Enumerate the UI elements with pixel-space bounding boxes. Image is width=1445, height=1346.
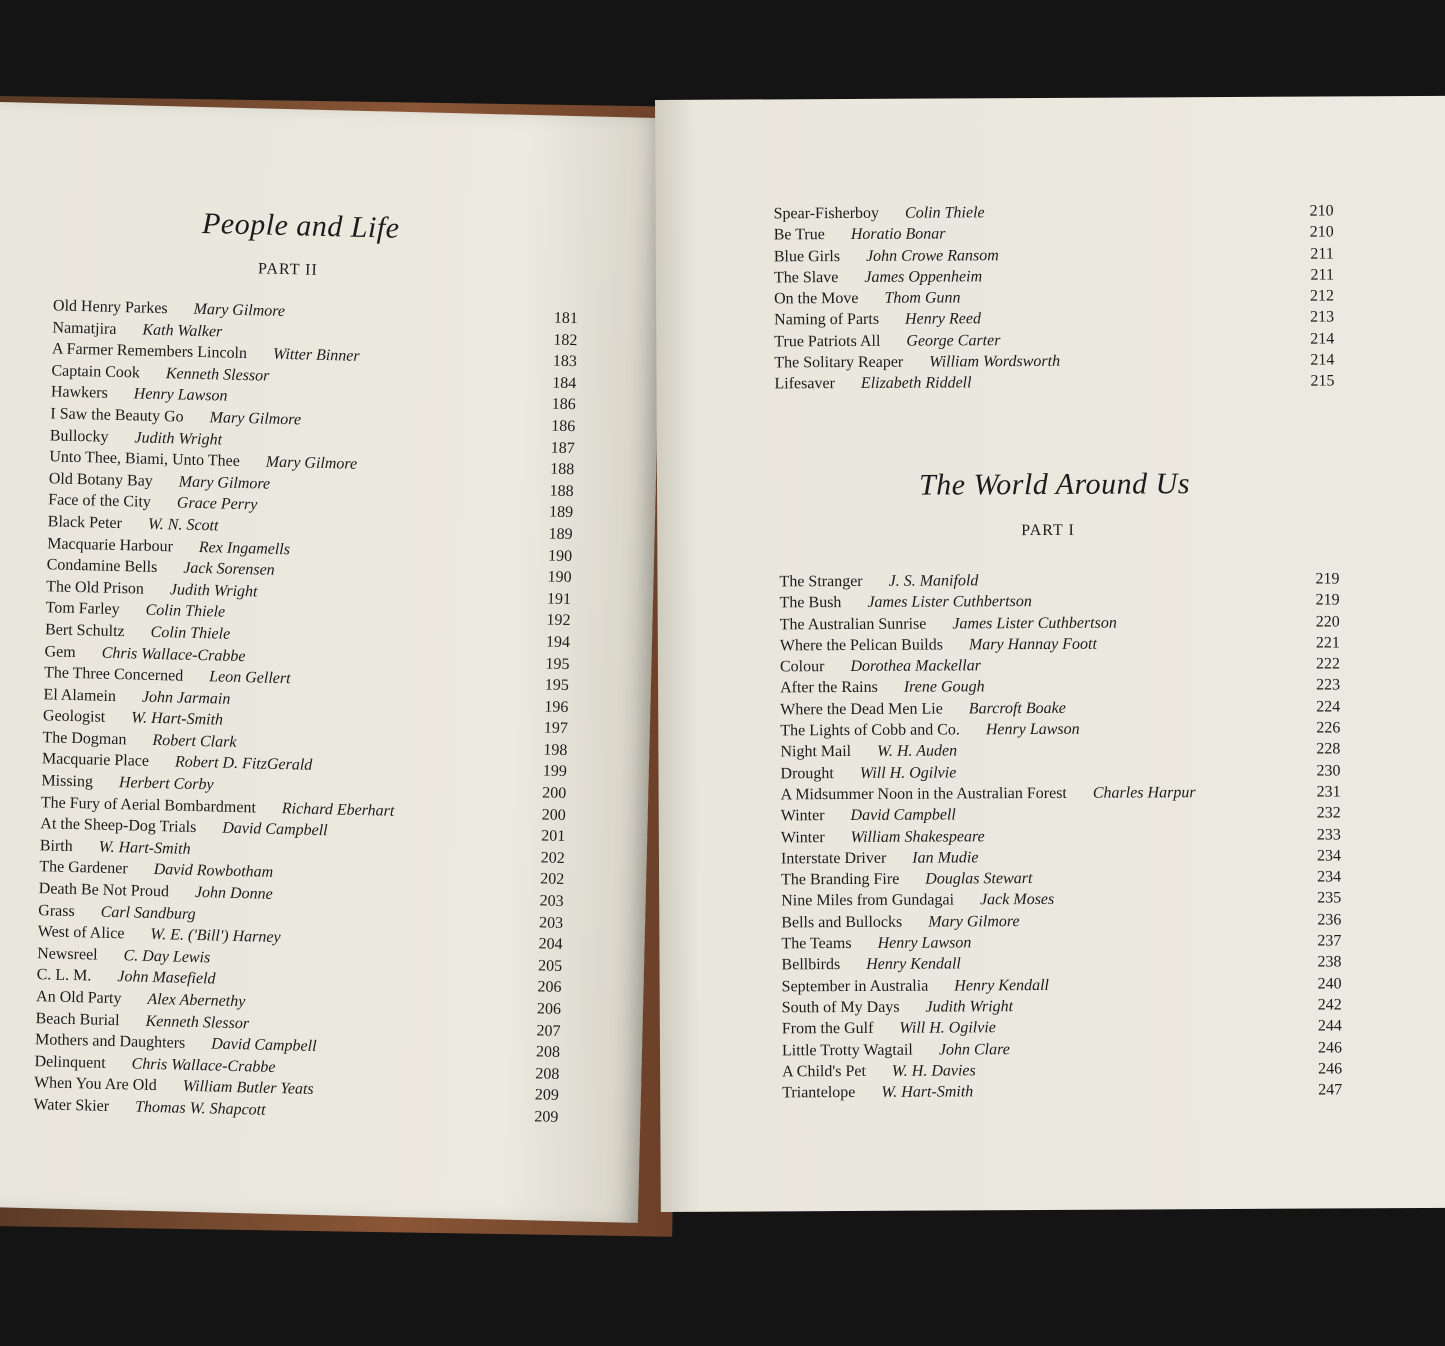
entry-page-number: 188 xyxy=(549,460,575,479)
entry-title: Condamine Bells xyxy=(46,556,158,577)
entry-title: West of Alice xyxy=(37,923,125,943)
entry-author: Mary Gilmore xyxy=(209,409,302,429)
entry-title: The Australian Sunrise xyxy=(779,615,927,633)
entry-title: The Branding Fire xyxy=(781,870,900,889)
entry-title: Winter xyxy=(780,807,825,825)
entry-page-number: 202 xyxy=(540,849,565,867)
entry-page-number: 206 xyxy=(536,1000,562,1018)
entry-page-number: 226 xyxy=(1316,719,1341,737)
entry-author: Kenneth Slessor xyxy=(145,1012,250,1032)
left-page xyxy=(0,102,665,1223)
entry-page-number: 240 xyxy=(1317,975,1342,993)
toc-entry xyxy=(781,824,1341,848)
entry-author: Grace Perry xyxy=(176,494,258,514)
entry-title: Interstate Driver xyxy=(780,849,887,868)
entry-title: Unto Thee, Biami, Unto Thee xyxy=(49,448,240,471)
entry-page-number: 237 xyxy=(1317,932,1342,950)
entry-author: Judith Wright xyxy=(925,998,1014,1016)
entry-title: Little Trotty Wagtail xyxy=(781,1041,913,1059)
entry-title: Blue Girls xyxy=(773,247,841,265)
entry-title: Tom Farley xyxy=(45,599,120,619)
entry-author: Colin Thiele xyxy=(150,623,231,643)
entry-title: The Three Concerned xyxy=(43,664,184,685)
entry-author: Thomas W. Shapcott xyxy=(134,1098,266,1119)
entry-title: The Gardener xyxy=(39,858,128,878)
entry-author: Henry Lawson xyxy=(133,385,228,406)
section-title: The World Around Us xyxy=(918,467,1191,502)
entry-author: Robert Clark xyxy=(152,731,237,751)
entry-author: John Donne xyxy=(194,884,273,903)
entry-page-number: 183 xyxy=(552,352,578,371)
entry-page-number: 214 xyxy=(1310,330,1335,348)
entry-title: Night Mail xyxy=(780,743,852,761)
entry-title: Death Be Not Proud xyxy=(38,880,170,901)
entry-title: A Farmer Remembers Lincoln xyxy=(51,340,248,363)
entry-page-number: 242 xyxy=(1317,996,1342,1014)
entry-page-number: 203 xyxy=(539,892,564,911)
entry-page-number: 233 xyxy=(1316,825,1341,844)
entry-title: Hawkers xyxy=(50,383,108,403)
entry-page-number: 194 xyxy=(545,633,571,651)
entry-page-number: 232 xyxy=(1316,804,1341,822)
toc-entry xyxy=(774,264,1334,288)
entry-title: The Slave xyxy=(773,268,839,287)
entry-author: David Campbell xyxy=(222,819,328,840)
entry-title: Bellbirds xyxy=(781,956,841,974)
entry-page-number: 212 xyxy=(1309,287,1335,305)
entry-author: Dorothea Mackellar xyxy=(850,657,981,676)
entry-title: The Teams xyxy=(781,935,852,953)
entry-page-number: 186 xyxy=(551,417,576,436)
entry-page-number: 209 xyxy=(534,1086,560,1105)
entry-page-number: 210 xyxy=(1309,202,1334,220)
entry-author: David Rowbotham xyxy=(153,861,274,882)
entry-title: Geologist xyxy=(42,707,106,727)
toc-entry xyxy=(782,994,1342,1018)
toc-entry xyxy=(780,760,1340,784)
toc-entry xyxy=(774,328,1334,352)
entry-author: John Crowe Ransom xyxy=(865,246,999,265)
toc-entry xyxy=(774,286,1334,310)
entry-page-number: 187 xyxy=(550,439,575,457)
entry-page-number: 192 xyxy=(546,611,571,630)
entry-page-number: 200 xyxy=(541,806,566,824)
entry-page-number: 190 xyxy=(547,547,573,565)
entry-title: The Solitary Reaper xyxy=(774,353,904,372)
entry-author: Ian Mudie xyxy=(912,849,979,867)
entry-page-number: 199 xyxy=(542,762,568,781)
entry-page-number: 189 xyxy=(548,503,574,522)
entry-title: Mothers and Daughters xyxy=(34,1031,186,1052)
toc-entry xyxy=(780,696,1340,720)
toc-entry xyxy=(782,1016,1342,1040)
entry-title: Naming of Parts xyxy=(774,311,880,329)
entry-page-number: 234 xyxy=(1316,847,1342,865)
entry-author: Henry Lawson xyxy=(985,720,1080,739)
entry-author: Barcroft Boake xyxy=(968,699,1066,718)
entry-page-number: 189 xyxy=(548,525,573,544)
toc-list xyxy=(779,568,1342,1103)
entry-page-number: 223 xyxy=(1316,676,1341,695)
entry-author: Will H. Ogilvie xyxy=(899,1019,996,1037)
toc-entry xyxy=(782,1080,1342,1104)
entry-title: Colour xyxy=(779,658,825,676)
entry-author: Mary Gilmore xyxy=(193,300,286,321)
toc-entry xyxy=(774,243,1334,267)
entry-author: Irene Gough xyxy=(903,678,985,697)
entry-title: Old Botany Bay xyxy=(48,470,153,490)
entry-title: True Patriots All xyxy=(774,332,881,351)
entry-title: Lifesaver xyxy=(774,375,835,393)
entry-title: September in Australia xyxy=(781,977,929,995)
entry-page-number: 200 xyxy=(542,784,567,803)
entry-title: Macquarie Place xyxy=(41,750,150,771)
entry-author: Jack Sorensen xyxy=(183,559,275,579)
toc-entry xyxy=(781,930,1341,954)
entry-page-number: 206 xyxy=(537,978,562,997)
entry-author: Jack Moses xyxy=(980,891,1055,909)
entry-title: Bullocky xyxy=(49,426,109,446)
entry-page-number: 197 xyxy=(543,719,569,738)
entry-author: James Lister Cuthbertson xyxy=(867,593,1032,612)
toc-entry xyxy=(781,781,1341,805)
entry-title: Water Skier xyxy=(33,1096,110,1115)
entry-page-number: 246 xyxy=(1318,1060,1343,1078)
entry-page-number: 198 xyxy=(543,741,568,759)
entry-page-number: 236 xyxy=(1317,911,1342,929)
entry-page-number: 224 xyxy=(1316,698,1341,716)
entry-page-number: 203 xyxy=(538,914,564,932)
toc-list-continued xyxy=(774,200,1335,395)
entry-title: Spear-Fisherboy xyxy=(773,204,880,223)
entry-author: Chris Wallace-Crabbe xyxy=(131,1055,276,1076)
entry-page-number: 238 xyxy=(1317,953,1342,971)
entry-author: John Masefield xyxy=(117,968,216,988)
toc-entry xyxy=(782,973,1342,997)
entry-title: Missing xyxy=(41,772,94,791)
entry-page-number: 186 xyxy=(551,395,576,414)
entry-author: Judith Wright xyxy=(134,428,223,449)
part-label: PART I xyxy=(1021,521,1075,540)
entry-author: Charles Harpur xyxy=(1092,784,1196,802)
toc-entry xyxy=(774,307,1334,331)
entry-page-number: 202 xyxy=(539,870,565,889)
entry-page-number: 196 xyxy=(544,698,569,716)
entry-title: I Saw the Beauty Go xyxy=(50,405,184,426)
entry-author: Alex Abernethy xyxy=(147,990,246,1011)
toc-entry xyxy=(780,675,1340,699)
entry-title: The Dogman xyxy=(42,729,127,749)
entry-page-number: 246 xyxy=(1317,1038,1343,1057)
entry-author: Mary Hannay Foott xyxy=(968,635,1097,654)
entry-title: Face of the City xyxy=(48,491,152,512)
toc-entry xyxy=(774,371,1334,395)
entry-author: James Lister Cuthbertson xyxy=(952,614,1117,633)
entry-author: Colin Thiele xyxy=(904,204,985,222)
entry-author: Elizabeth Riddell xyxy=(860,374,972,393)
entry-page-number: 219 xyxy=(1315,591,1340,609)
entry-page-number: 228 xyxy=(1316,740,1341,758)
entry-title: An Old Party xyxy=(35,988,122,1008)
entry-title: El Alamein xyxy=(43,685,117,705)
entry-author: Mary Gilmore xyxy=(928,912,1020,931)
entry-page-number: 220 xyxy=(1315,613,1340,631)
entry-author: W. Hart-Smith xyxy=(98,838,191,858)
entry-author: W. Hart-Smith xyxy=(881,1083,974,1101)
entry-author: Douglas Stewart xyxy=(925,870,1033,888)
toc-list xyxy=(33,295,578,1128)
entry-page-number: 221 xyxy=(1315,634,1340,652)
entry-author: William Shakespeare xyxy=(850,827,985,846)
entry-author: W. N. Scott xyxy=(147,515,219,535)
entry-page-number: 191 xyxy=(546,590,572,608)
entry-author: John Jarmain xyxy=(141,688,231,708)
entry-page-number: 244 xyxy=(1317,1017,1342,1035)
entry-title: A Midsummer Noon in the Australian Forest xyxy=(780,784,1067,804)
entry-page-number: 234 xyxy=(1317,868,1342,886)
entry-page-number: 231 xyxy=(1316,783,1341,801)
entry-author: Henry Reed xyxy=(904,310,982,329)
toc-entry xyxy=(780,717,1340,741)
entry-title: Be True xyxy=(773,226,825,244)
toc-entry xyxy=(781,845,1341,869)
entry-page-number: 208 xyxy=(535,1043,561,1062)
entry-title: A Child's Pet xyxy=(782,1062,866,1081)
entry-title: Grass xyxy=(38,901,75,920)
toc-entry xyxy=(782,1037,1342,1061)
entry-author: Robert D. FitzGerald xyxy=(174,753,313,775)
entry-author: George Carter xyxy=(906,331,1001,350)
entry-title: Birth xyxy=(39,837,73,855)
entry-title: Triantelope xyxy=(782,1084,856,1102)
toc-entry xyxy=(781,803,1341,827)
entry-title: Delinquent xyxy=(34,1052,106,1072)
entry-title: Nine Miles from Gundagai xyxy=(781,891,955,910)
toc-entry xyxy=(782,1058,1342,1082)
entry-author: David Campbell xyxy=(211,1035,317,1056)
entry-title: Drought xyxy=(780,764,834,783)
toc-entry xyxy=(780,611,1340,635)
entry-title: Beach Burial xyxy=(35,1009,120,1029)
entry-title: Where the Dead Men Lie xyxy=(780,700,943,719)
entry-page-number: 211 xyxy=(1310,266,1334,284)
entry-title: At the Sheep-Dog Trials xyxy=(40,815,197,837)
toc-entry xyxy=(780,654,1340,678)
entry-author: Carl Sandburg xyxy=(100,903,196,923)
entry-author: Mary Gilmore xyxy=(178,473,271,493)
entry-title: After the Rains xyxy=(780,679,878,697)
entry-author: W. H. Davies xyxy=(891,1062,976,1080)
entry-page-number: 211 xyxy=(1310,245,1334,263)
entry-page-number: 201 xyxy=(541,827,566,846)
entry-title: South of My Days xyxy=(781,998,900,1017)
entry-page-number: 214 xyxy=(1310,351,1335,369)
entry-title: When You Are Old xyxy=(33,1074,157,1095)
entry-title: Winter xyxy=(780,828,825,846)
entry-author: Colin Thiele xyxy=(145,602,226,621)
entry-author: William Butler Yeats xyxy=(182,1078,314,1099)
entry-author: Rex Ingamells xyxy=(198,538,291,558)
entry-author: Will H. Ogilvie xyxy=(859,764,957,782)
entry-title: From the Gulf xyxy=(781,1020,874,1038)
toc-entry xyxy=(779,568,1339,592)
entry-author: Chris Wallace-Crabbe xyxy=(101,644,246,665)
entry-page-number: 210 xyxy=(1309,223,1334,241)
toc-entry xyxy=(781,867,1341,891)
entry-author: W. Hart-Smith xyxy=(130,709,224,729)
entry-page-number: 204 xyxy=(538,935,563,954)
toc-entry xyxy=(781,909,1341,933)
entry-title: Old Henry Parkes xyxy=(52,297,168,318)
toc-entry xyxy=(780,739,1340,763)
entry-author: William Wordsworth xyxy=(929,352,1061,371)
toc-entry xyxy=(781,888,1341,912)
entry-title: Bells and Bullocks xyxy=(781,913,903,932)
entry-title: Captain Cook xyxy=(51,362,141,382)
entry-page-number: 215 xyxy=(1310,372,1335,390)
entry-author: W. H. Auden xyxy=(877,742,958,761)
toc-entry xyxy=(780,632,1340,656)
entry-title: On the Move xyxy=(773,290,859,308)
entry-author: Judith Wright xyxy=(169,581,258,601)
entry-author: Witter Binner xyxy=(272,345,360,366)
toc-entry xyxy=(774,200,1334,224)
entry-page-number: 213 xyxy=(1310,308,1335,327)
entry-page-number: 208 xyxy=(535,1065,560,1083)
entry-page-number: 219 xyxy=(1315,570,1340,588)
part-label: PART II xyxy=(257,260,319,279)
section-title: People and Life xyxy=(201,206,400,245)
toc-entry xyxy=(781,952,1341,976)
entry-title: The Fury of Aerial Bombardment xyxy=(40,793,257,817)
entry-page-number: 235 xyxy=(1317,889,1342,907)
entry-page-number: 207 xyxy=(536,1021,561,1040)
entry-title: The Lights of Cobb and Co. xyxy=(780,721,960,740)
entry-title: Macquarie Harbour xyxy=(47,534,174,555)
entry-title: Bert Schultz xyxy=(44,621,125,641)
entry-page-number: 247 xyxy=(1318,1081,1343,1099)
entry-author: W. E. ('Bill') Harney xyxy=(150,926,281,947)
entry-author: John Clare xyxy=(938,1040,1010,1059)
entry-author: Richard Eberhart xyxy=(281,799,395,820)
entry-author: Thom Gunn xyxy=(884,289,961,307)
entry-page-number: 222 xyxy=(1315,655,1341,673)
entry-title: Black Peter xyxy=(47,513,123,533)
entry-title: C. L. M. xyxy=(36,966,92,985)
entry-author: Horatio Bonar xyxy=(850,225,946,244)
entry-page-number: 195 xyxy=(545,654,570,673)
entry-author: Herbert Corby xyxy=(118,774,214,794)
entry-page-number: 205 xyxy=(537,957,563,975)
entry-title: Where the Pelican Builds xyxy=(779,636,943,655)
entry-title: The Stranger xyxy=(779,572,863,591)
entry-author: Henry Kendall xyxy=(866,955,961,974)
entry-author: Kath Walker xyxy=(142,321,223,341)
toc-entry xyxy=(780,590,1340,614)
entry-title: The Old Prison xyxy=(45,577,145,598)
entry-page-number: 184 xyxy=(552,374,577,392)
entry-author: David Campbell xyxy=(850,806,956,825)
entry-author: James Oppenheim xyxy=(864,268,983,286)
entry-page-number: 190 xyxy=(547,568,572,587)
entry-author: J. S. Manifold xyxy=(888,572,979,590)
entry-author: Leon Gellert xyxy=(209,668,291,688)
entry-page-number: 230 xyxy=(1316,762,1341,780)
entry-title: Namatjira xyxy=(52,318,117,338)
entry-page-number: 181 xyxy=(553,309,579,328)
entry-author: Henry Lawson xyxy=(877,934,972,952)
toc-entry xyxy=(774,222,1334,246)
entry-author: Henry Kendall xyxy=(954,976,1049,995)
entry-title: The Bush xyxy=(779,594,842,612)
entry-author: Kenneth Slessor xyxy=(165,364,270,385)
right-page xyxy=(655,96,1445,1212)
entry-author: Mary Gilmore xyxy=(265,453,358,473)
entry-page-number: 182 xyxy=(553,331,578,349)
entry-title: Newsreel xyxy=(37,944,98,964)
entry-author: C. Day Lewis xyxy=(123,947,211,967)
entry-title: Gem xyxy=(44,642,76,661)
toc-entry xyxy=(774,350,1334,374)
entry-page-number: 188 xyxy=(549,482,574,500)
entry-page-number: 195 xyxy=(544,676,570,695)
entry-page-number: 209 xyxy=(534,1108,559,1126)
